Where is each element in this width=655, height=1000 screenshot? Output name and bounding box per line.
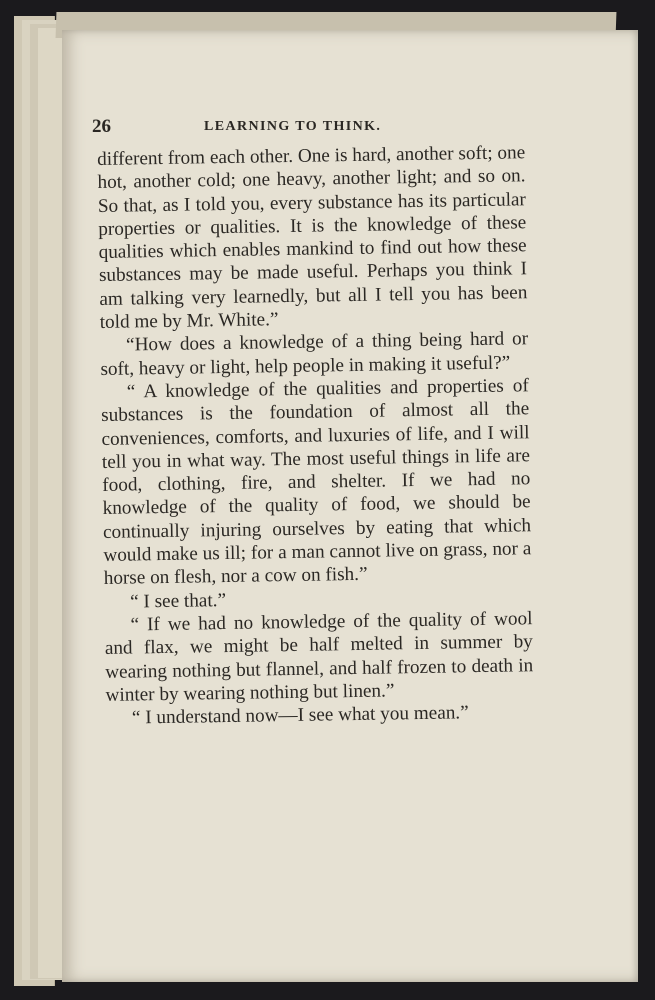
running-title: LEARNING TO THINK.	[204, 119, 382, 134]
paragraph: “How does a knowledge of a thing being hard or soft, heavy or light, help people in making it useful?”	[100, 328, 529, 380]
paragraph: different from each other. One is hard, another soft; one hot, another cold; one heavy, another light; and so on. So that, as I told you, every substance has its particular properties or qualities. It is the knowledge of these qualities which enables mankind to find out how these substances may be made useful. Perhaps you think I am talking very learnedly, but all I tell you has been told me by Mr. White.”	[97, 142, 528, 334]
paragraph: “ A knowledge of the qualities and properties of substances is the foundation of almost all the conveniences, comforts, and luxuries of life, and I will tell you in what way. The most useful things in life are food, clothing, fire, and shelter. If we had no knowledge of the quality of food, we should be continually injuring ourselves by eating that which would make us ill; for a man cannot live on grass, nor a horse on flesh, nor a cow on fish.”	[101, 375, 532, 590]
paragraph: “ I understand now—I see what you mean.”	[131, 702, 469, 729]
body-text	[97, 141, 534, 730]
running-head	[92, 116, 492, 138]
paragraph: “ I see that.”	[129, 589, 227, 613]
paragraph: “ If we had no knowledge of the quality of wool and flax, we might be half melted in summer by wearing nothing but flannel, and half frozen to death in winter by wearing nothing but linen.”	[104, 608, 534, 706]
page-number: 26	[92, 116, 111, 137]
